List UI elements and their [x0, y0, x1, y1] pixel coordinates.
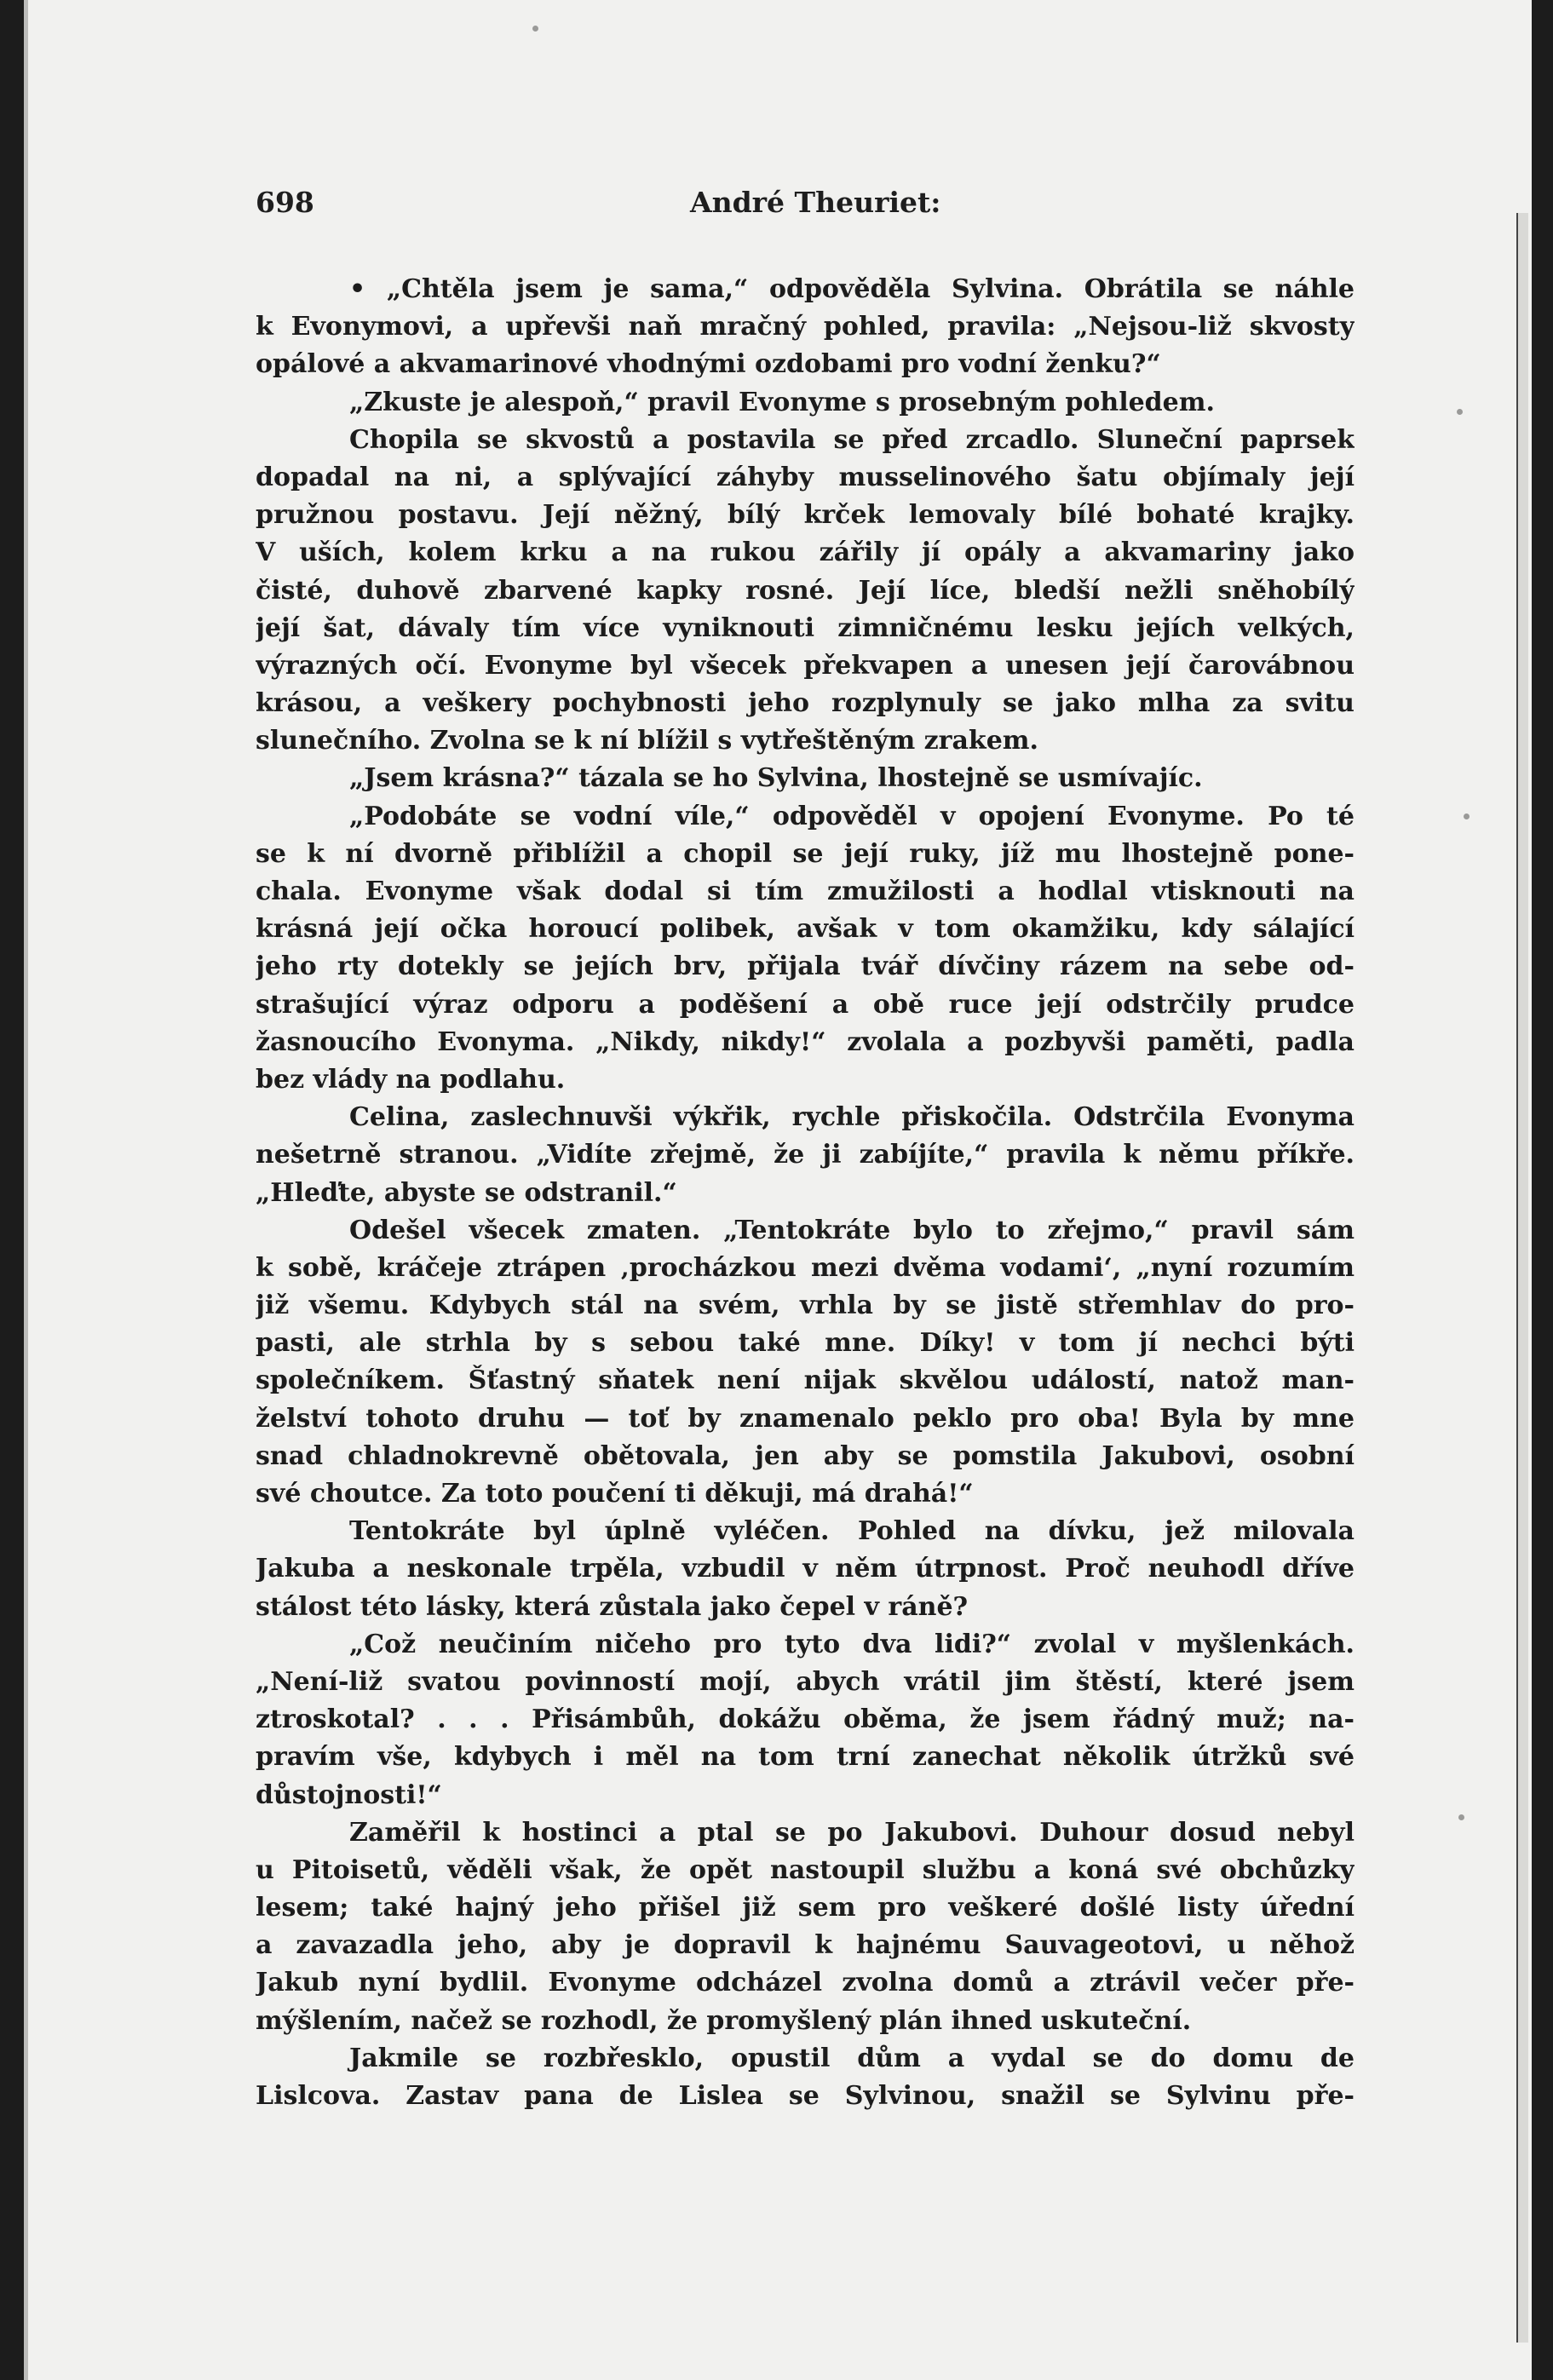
- text-line: Lislcova. Zastav pana de Lislea se Sylvinou, snažil se Sylvinu pře-: [256, 2081, 1355, 2111]
- text-line: stálost této lásky, která zůstala jako čepel v ráně?: [256, 1591, 969, 1622]
- text-line: V uších, kolem krku a na rukou zářily jí opály a akvamariny jako: [256, 538, 1355, 568]
- text-line: „Jsem krásna?“ tázala se ho Sylvina, lhostejně se usmívajíc.: [349, 763, 1203, 794]
- text-line: její šat, dávaly tím více vyniknouti zimničnému lesku jejích velkých,: [256, 612, 1355, 643]
- text-line: čisté, duhově zbarvené kapky rosné. Její líce, bledší nežli sněhobílý: [256, 575, 1355, 606]
- body-text: [256, 271, 1355, 2115]
- text-line: ztroskotal? . . . Přisámbůh, dokážu oběma, že jsem řádný muž; na-: [256, 1705, 1355, 1735]
- text-line: a zavazadla jeho, aby je dopravil k hajnému Sauvageotovi, u něhož: [256, 1930, 1355, 1961]
- text-line: strašující výraz odporu a poděšení a obě ruce její odstrčily prudce: [256, 989, 1355, 1020]
- text-line: slunečního. Zvolna se k ní blížil s vytřeštěným zrakem.: [256, 726, 1038, 756]
- paper-speck: [1457, 409, 1463, 415]
- text-line: u Pitoisetů, věděli však, že opět nastoupil službu a koná své obchůzky: [256, 1854, 1355, 1885]
- text-line: „Podobáte se vodní víle,“ odpověděl v opojení Evonyme. Po té: [349, 801, 1355, 831]
- page-number: 698: [256, 186, 314, 219]
- text-line: jeho rty dotekly se jejích brv, přijala tvář dívčiny rázem na sebe od-: [256, 951, 1355, 982]
- text-line: „Zkuste je alespoň,“ pravil Evonyme s prosebným pohledem.: [349, 387, 1215, 417]
- running-head: André Theuriet:: [690, 186, 941, 219]
- text-line: Celina, zaslechnuvši výkřik, rychle přiskočila. Odstrčila Evonyma: [349, 1102, 1355, 1133]
- page-right-edge-shadow: [1516, 213, 1528, 2343]
- text-line: • „Chtěla jsem je sama,“ odpověděla Sylvina. Obrátila se náhle: [349, 274, 1355, 304]
- text-line: Tentokráte byl úplně vyléčen. Pohled na dívku, jež milovala: [349, 1516, 1355, 1547]
- text-line: „Hleďte, abyste se odstranil.“: [256, 1177, 677, 1208]
- text-line: dopadal na ni, a splývající záhyby musselinového šatu objímaly její: [256, 462, 1355, 492]
- text-line: pasti, ale strhla by s sebou také mne. Díky! v tom jí nechci býti: [256, 1328, 1355, 1359]
- text-line: pravím vše, kdybych i měl na tom trní zanechat několik útržků své: [256, 1742, 1355, 1773]
- page-header: [256, 186, 1355, 228]
- text-line: opálové a akvamarinové vhodnými ozdobami pro vodní ženku?“: [256, 349, 1161, 380]
- text-line: společníkem. Šťastný sňatek není nijak skvělou událostí, natož man-: [256, 1365, 1355, 1396]
- text-line: lesem; také hajný jeho přišel již sem pro veškeré došlé listy úřední: [256, 1893, 1355, 1923]
- text-line: Odešel všecek zmaten. „Tentokráte bylo to zřejmo,“ pravil sám: [349, 1215, 1355, 1245]
- text-line: želství tohoto druhu — toť by znamenalo peklo pro oba! Byla by mne: [256, 1403, 1355, 1434]
- text-line: Jakuba a neskonale trpěla, vzbudil v něm útrpnost. Proč neuhodl dříve: [256, 1554, 1355, 1584]
- text-line: se k ní dvorně přiblížil a chopil se její ruky, jíž mu lhostejně pone-: [256, 838, 1355, 869]
- text-line: mýšlením, načež se rozhodl, že promyšlený plán ihned uskuteční.: [256, 2005, 1192, 2036]
- paper-speck: [532, 26, 538, 32]
- text-line: k Evonymovi, a upřevši naň mračný pohled, pravila: „Nejsou-liž skvosty: [256, 312, 1355, 342]
- text-line: výrazných očí. Evonyme byl všecek překvapen a unesen její čarovábnou: [256, 650, 1355, 681]
- text-line: krásou, a veškery pochybnosti jeho rozplynuly se jako mlha za svitu: [256, 688, 1355, 719]
- paper-speck: [1458, 1814, 1464, 1820]
- text-line: nešetrně stranou. „Vidíte zřejmě, že ji zabíjíte,“ pravila k němu příkře.: [256, 1140, 1355, 1170]
- text-line: chala. Evonyme však dodal si tím zmužilosti a hodlal vtisknouti na: [256, 877, 1355, 906]
- text-line: Jakmile se rozbřesklo, opustil dům a vydal se do domu de: [349, 2043, 1355, 2073]
- text-line: bez vlády na podlahu.: [256, 1064, 566, 1095]
- text-line: své choutce. Za toto poučení ti děkuji, má drahá!“: [256, 1479, 974, 1509]
- text-line: Zaměřil k hostinci a ptal se po Jakubovi. Duhour dosud nebyl: [349, 1817, 1355, 1848]
- text-line: „Není-liž svatou povinností mojí, abych vrátil jim štěstí, které jsem: [256, 1666, 1355, 1697]
- text-line: již všemu. Kdybych stál na svém, vrhla by se jistě střemhlav do pro-: [256, 1291, 1355, 1321]
- text-line: krásná její očka horoucí polibek, avšak v tom okamžiku, kdy sálající: [256, 914, 1355, 945]
- text-line: snad chladnokrevně obětovala, jen aby se pomstila Jakubovi, osobní: [256, 1440, 1355, 1471]
- page-left-edge: [24, 0, 28, 2380]
- text-line: „Což neučiním ničeho pro tyto dva lidi?“ zvolal v myšlenkách.: [349, 1629, 1355, 1659]
- paper-speck: [1464, 813, 1470, 819]
- text-line: důstojnosti!“: [256, 1779, 442, 1810]
- text-line: Chopila se skvostů a postavila se před zrcadlo. Sluneční paprsek: [349, 424, 1355, 455]
- text-line: pružnou postavu. Její něžný, bílý krček lemovaly bílé bohaté krajky.: [256, 500, 1355, 531]
- text-line: k sobě, kráčeje ztrápen ‚procházkou mezi dvěma vodami‘, „nyní rozumím: [256, 1252, 1355, 1283]
- text-line: Jakub nyní bydlil. Evonyme odcházel zvolna domů a ztrávil večer pře-: [256, 1968, 1355, 1998]
- text-line: žasnoucího Evonyma. „Nikdy, nikdy!“ zvolala a pozbyvši paměti, padla: [256, 1026, 1355, 1057]
